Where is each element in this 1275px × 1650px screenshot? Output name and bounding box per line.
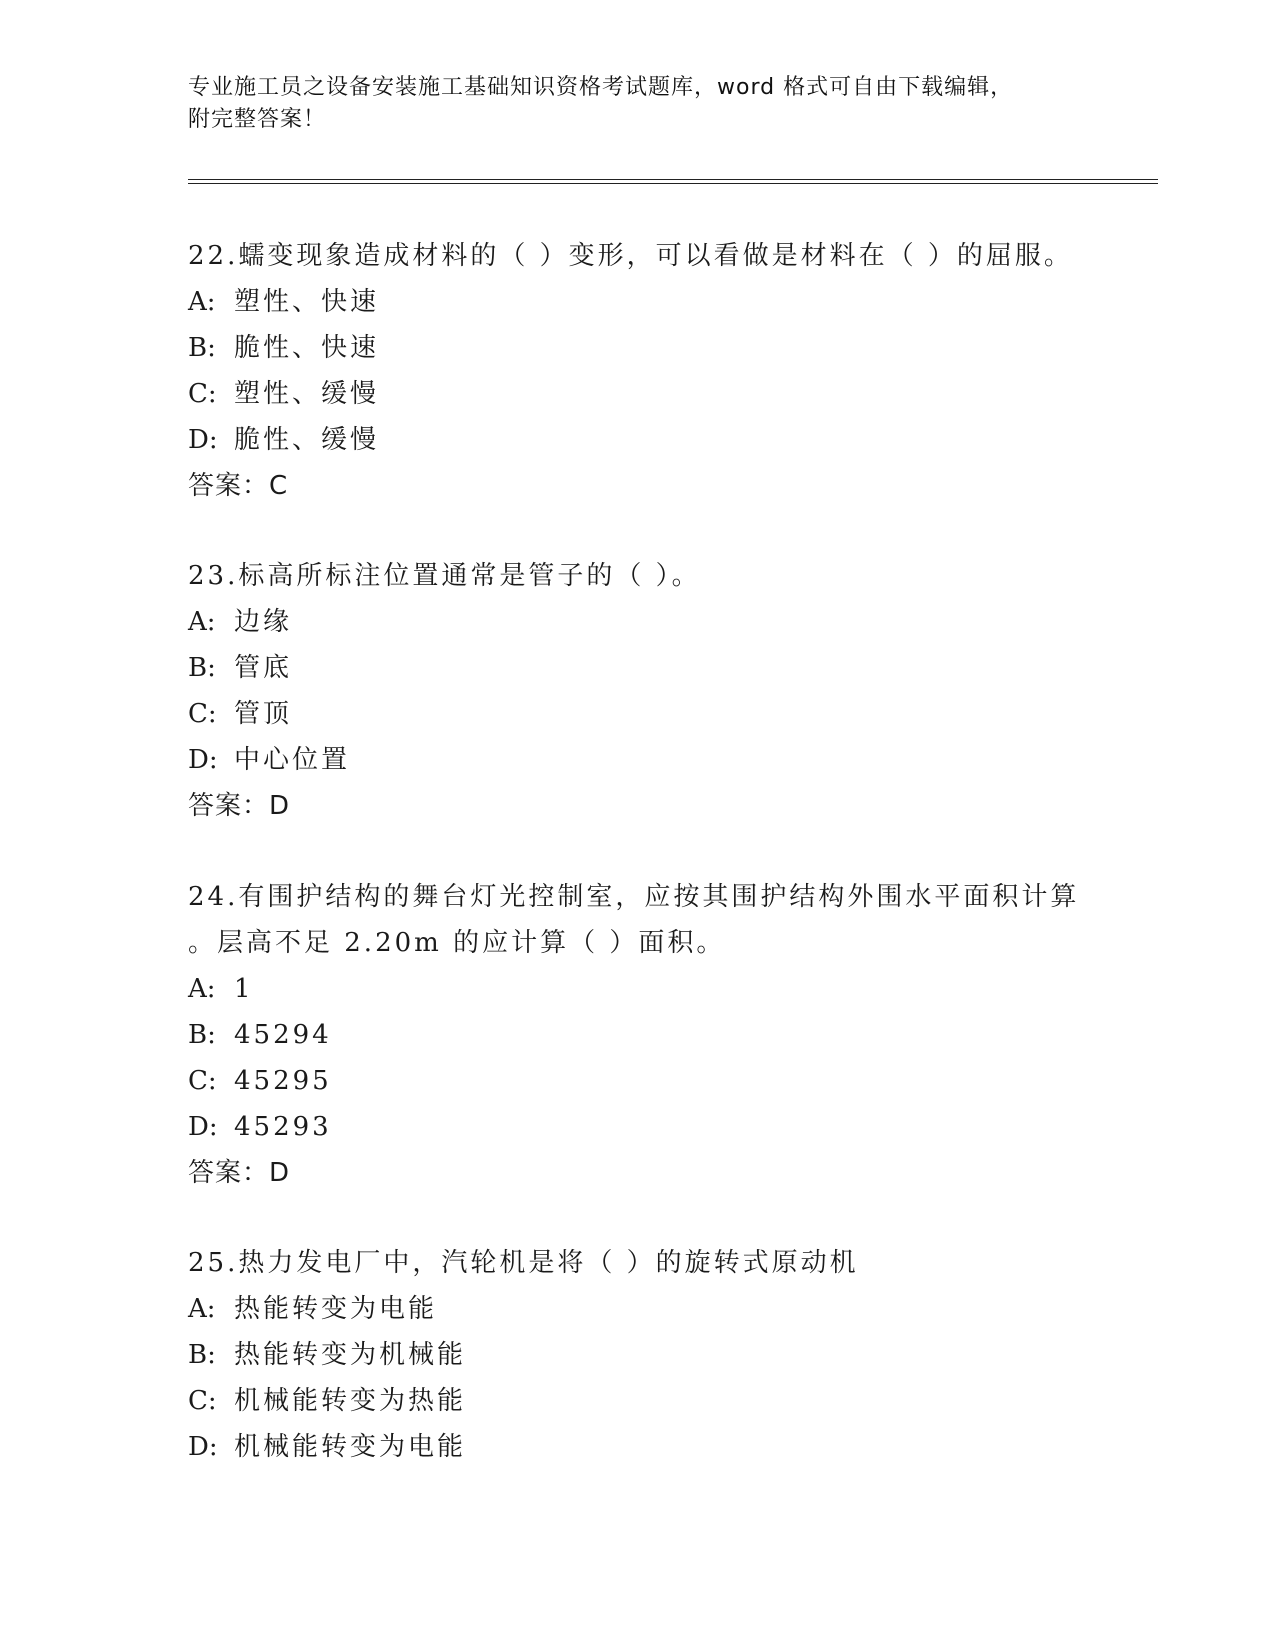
option-a [188, 1286, 1088, 1332]
option-key: A: [188, 1294, 216, 1324]
header-line-1: 专业施工员之设备安装施工基础知识资格考试题库，word 格式可自由下载编辑， [188, 75, 1014, 100]
option-key: D: [188, 745, 218, 775]
option-key: B: [188, 1340, 216, 1370]
option-b [188, 1332, 1088, 1378]
option-d [188, 1424, 1088, 1470]
option-key: C: [188, 1386, 217, 1416]
option-a [188, 279, 1088, 325]
option-text: 管顶 [234, 699, 293, 729]
option-text: 热能转变为电能 [234, 1294, 438, 1324]
option-key: C: [188, 1066, 217, 1096]
option-text: 脆性、快速 [234, 333, 380, 363]
question-text-line-2: 。层高不足 2.20m 的应计算（ ）面积。 [188, 928, 726, 958]
option-text: 45293 [234, 1112, 332, 1142]
question-22 [188, 233, 1088, 509]
question-25 [188, 1240, 1088, 1470]
option-key: B: [188, 653, 216, 683]
option-key: D: [188, 425, 218, 455]
option-key: B: [188, 333, 216, 363]
option-key: A: [188, 287, 216, 317]
option-text: 45294 [234, 1020, 332, 1050]
option-c [188, 1058, 1088, 1104]
option-key: C: [188, 379, 217, 409]
option-key: D: [188, 1112, 218, 1142]
answer: 答案：C [188, 471, 289, 501]
option-a [188, 599, 1088, 645]
option-c [188, 1378, 1088, 1424]
header-divider-bottom [188, 183, 1158, 184]
answer: 答案：D [188, 791, 291, 821]
option-c [188, 691, 1088, 737]
document-header [188, 72, 1088, 136]
question-text-line-1: 24.有围护结构的舞台灯光控制室，应按其围护结构外围水平面积计算 [188, 882, 1080, 912]
header-line-2: 附完整答案！ [188, 107, 327, 132]
option-text: 1 [234, 974, 254, 1004]
option-text: 塑性、缓慢 [234, 379, 380, 409]
option-a [188, 966, 1088, 1012]
question-text: 22.蠕变现象造成材料的（ ）变形，可以看做是材料在（ ）的屈服。 [188, 241, 1073, 271]
question-text: 23.标高所标注位置通常是管子的（ ）。 [188, 561, 701, 591]
question-24 [188, 874, 1088, 1196]
option-text: 脆性、缓慢 [234, 425, 380, 455]
option-key: C: [188, 699, 217, 729]
option-c [188, 371, 1088, 417]
option-text: 边缘 [234, 607, 293, 637]
option-text: 45295 [234, 1066, 332, 1096]
option-b [188, 645, 1088, 691]
option-key: B: [188, 1020, 216, 1050]
option-key: A: [188, 974, 216, 1004]
question-text: 25.热力发电厂中，汽轮机是将（ ）的旋转式原动机 [188, 1248, 859, 1278]
answer: 答案：D [188, 1158, 291, 1188]
option-d [188, 1104, 1088, 1150]
option-text: 机械能转变为热能 [234, 1386, 467, 1416]
option-text: 热能转变为机械能 [234, 1340, 467, 1370]
option-text: 塑性、快速 [234, 287, 380, 317]
option-key: A: [188, 607, 216, 637]
option-d [188, 417, 1088, 463]
option-text: 机械能转变为电能 [234, 1432, 467, 1462]
option-text: 中心位置 [234, 745, 351, 775]
option-key: D: [188, 1432, 218, 1462]
option-d [188, 737, 1088, 783]
option-b [188, 325, 1088, 371]
header-divider-top [188, 179, 1158, 180]
question-23 [188, 553, 1088, 829]
option-text: 管底 [234, 653, 293, 683]
option-b [188, 1012, 1088, 1058]
